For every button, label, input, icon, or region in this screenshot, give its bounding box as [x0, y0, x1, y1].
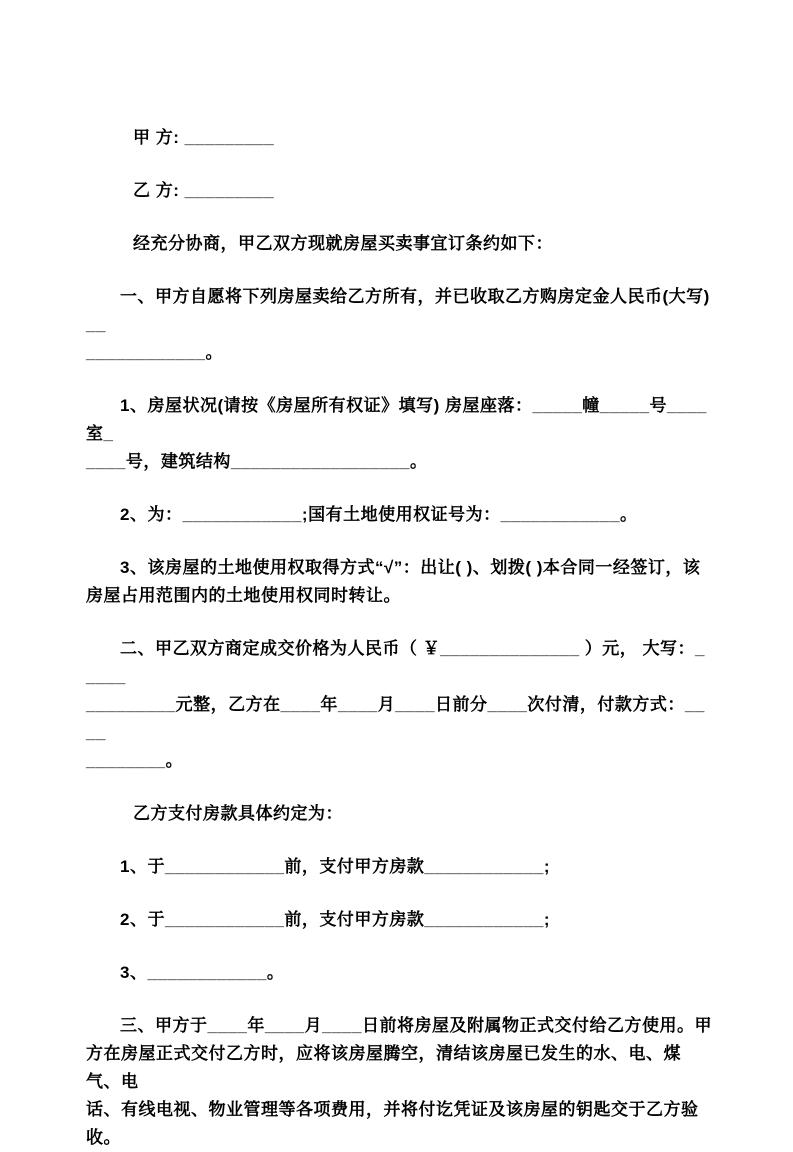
text-line: 3、____________。 [120, 963, 285, 982]
text-line: 1、房屋状况(请按《房屋所有权证》填写) 房屋座落：_____幢_____号____室_ [86, 396, 707, 443]
paragraph-payment-intro [86, 800, 713, 828]
text-line: 一、甲方自愿将下列房屋卖给乙方所有，并已收取乙方购房定金人民币(大写)__ [86, 287, 710, 334]
text-line: 三、甲方于____年____月____日前将房屋及附属物正式交付给乙方使用。甲 [120, 1016, 712, 1035]
paragraph-intro [86, 230, 713, 258]
text-line: 话、有线电视、物业管理等各项费用，并将付讫凭证及该房屋的钥匙交于乙方验收。 [86, 1100, 699, 1147]
paragraph-party-b [86, 177, 713, 205]
party-a-blank-line: 甲 方: _________ [133, 128, 275, 147]
paragraph-payment-2 [86, 906, 713, 934]
party-b-blank-line: 乙 方: _________ [133, 181, 275, 200]
text-line: 方在房屋正式交付乙方时，应将该房屋腾空，清结该房屋已发生的水、电、煤气、电 [86, 1044, 681, 1091]
paragraph-payment-3 [86, 959, 713, 987]
text-line: 1、于____________前，支付甲方房款____________; [120, 857, 551, 876]
paragraph-party-a [86, 124, 713, 152]
text-line: 乙方支付房款具体约定为： [133, 804, 343, 823]
text-line: ____号，建筑结构__________________。 [86, 452, 428, 471]
text-line: 2、为：____________;国有土地使用权证号为：____________。 [120, 505, 638, 524]
text-line: 3、该房屋的土地使用权取得方式“√”：出让( )、划拨( )本合同一经签订，该 [120, 558, 701, 577]
text-line: 经充分协商，甲乙双方现就房屋买卖事宜订条约如下： [133, 234, 553, 253]
text-line: 房屋占用范围内的土地使用权同时转让。 [86, 586, 401, 605]
paragraph-payment-1 [86, 853, 713, 881]
text-line: _________元整，乙方在____年____月____日前分____次付清，付款方式：____ [86, 695, 705, 742]
paragraph-clause-1-1 [86, 392, 713, 476]
paragraph-clause-3 [86, 1012, 713, 1152]
paragraph-clause-1-2 [86, 501, 713, 529]
text-line: ____________。 [86, 343, 223, 362]
paragraph-clause-1 [86, 283, 713, 367]
text-line: ________。 [86, 751, 184, 770]
paragraph-clause-1-3 [86, 554, 713, 610]
paragraph-clause-2 [86, 635, 713, 775]
text-line: 2、于____________前，支付甲方房款____________; [120, 910, 551, 929]
text-line: 二、甲乙双方商定成交价格为人民币（ ￥______________ ）元， 大写：_____ [86, 639, 705, 686]
